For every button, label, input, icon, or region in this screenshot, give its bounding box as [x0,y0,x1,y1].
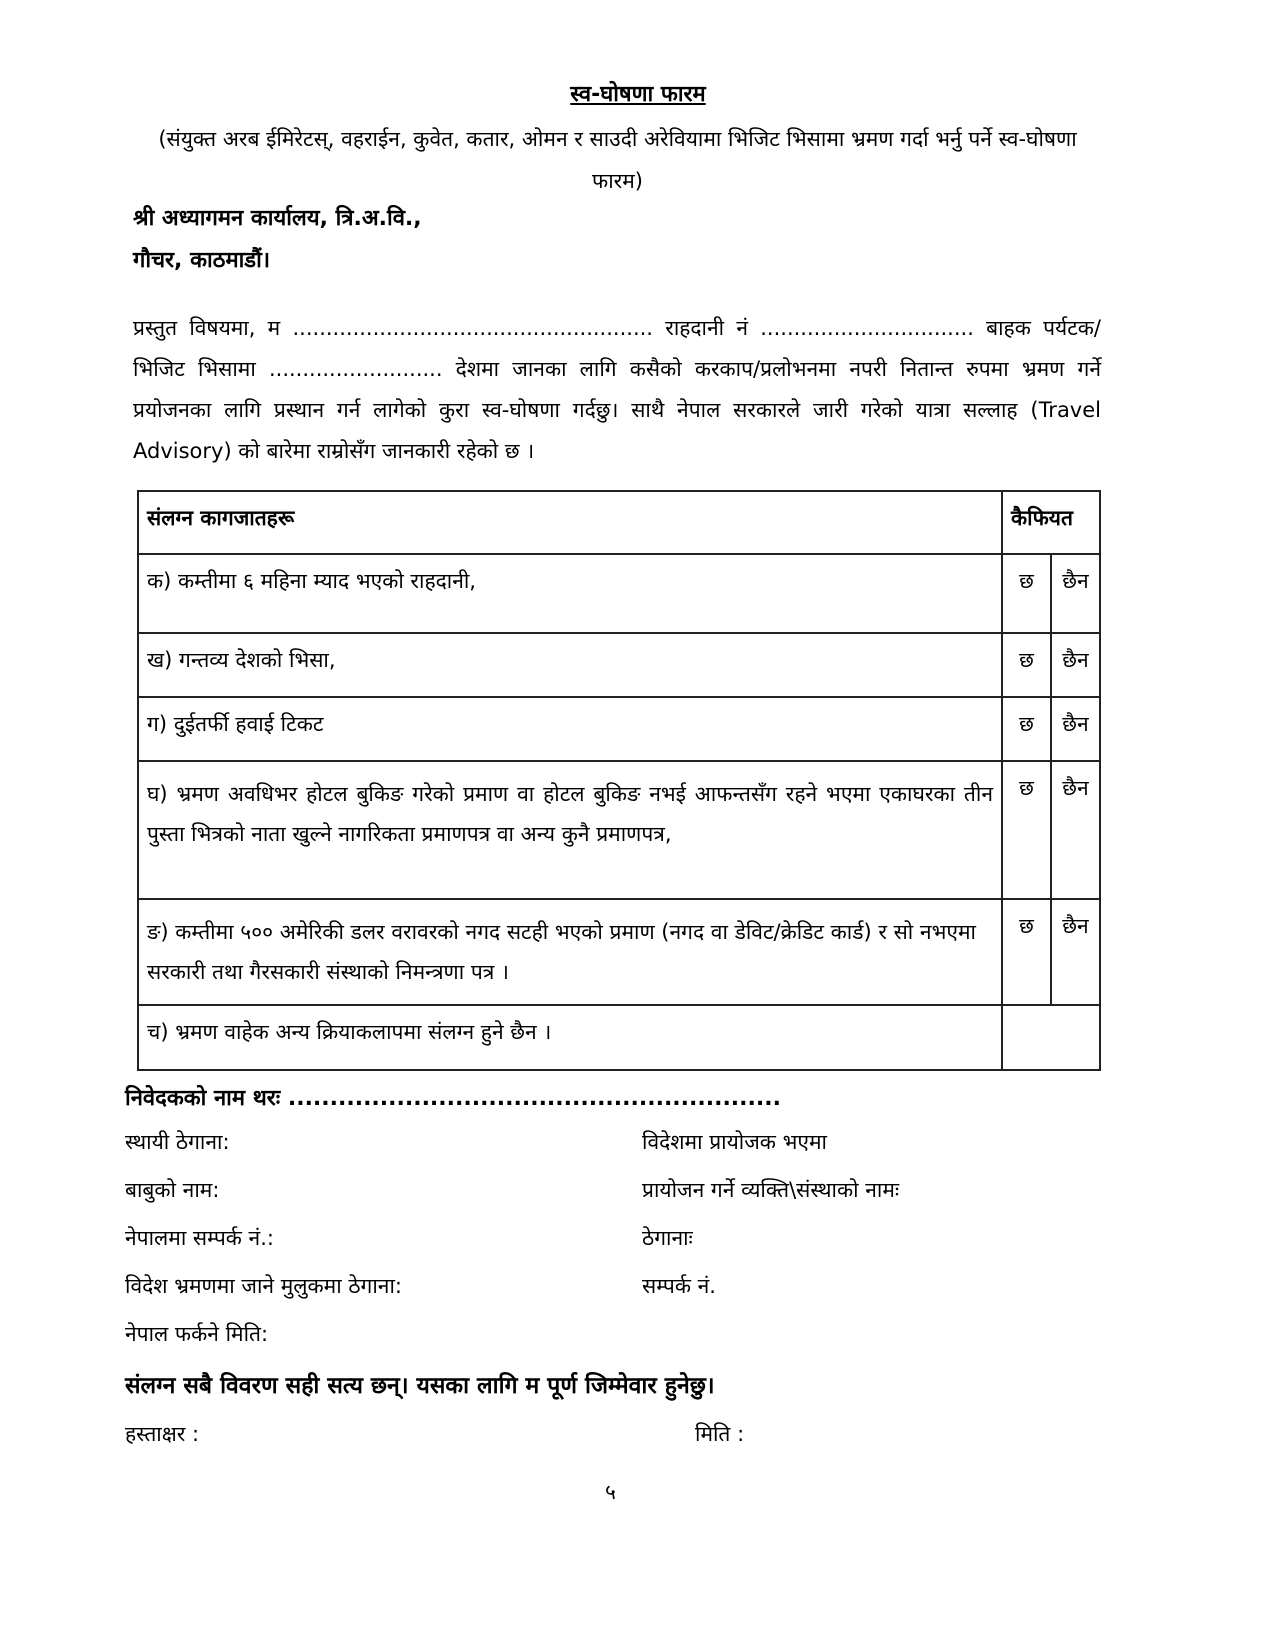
row-text: च) भ्रमण वाहेक अन्य क्रियाकलापमा संलग्न हुने छैन । [138,1005,1002,1070]
nepal-contact-field[interactable]: नेपालमा सम्पर्क नं.: [125,1226,274,1250]
no-option[interactable]: छैन [1051,899,1100,1005]
addressee-line-2: गौचर, काठमाडौं। [133,248,271,273]
row-text: ग) दुईतर्फी हवाई टिकट [138,697,1002,761]
sponsor-contact-field[interactable]: सम्पर्क नं. [642,1274,716,1298]
sponsor-heading: विदेशमा प्रायोजक भएमा [642,1130,827,1154]
foreign-address-field[interactable]: विदेश भ्रमणमा जाने मुलुकमा ठेगाना: [125,1274,402,1298]
return-date-field[interactable]: नेपाल फर्कने मिति: [125,1322,269,1346]
row-text: क) कम्तीमा ६ महिना म्याद भएको राहदानी, [138,554,1002,633]
table-row [138,899,1100,1005]
header-documents: संलग्न कागजातहरू [138,491,1002,554]
form-subtitle: (संयुक्त अरब ईमिरेटस्, वहराईन, कुवेत, कतार, ओमन र साउदी अरेवियामा भिजिट भिसामा भ्रमण गर्दा भर्नु पर्ने स्व-घोषणा फारम) [158,127,1077,193]
row-text: ख) गन्तव्य देशको भिसा, [138,633,1002,697]
empty-remarks-cell [1002,1005,1100,1070]
page-number: ५ [605,1480,616,1504]
yes-option[interactable]: छ [1002,697,1051,761]
form-title: स्व-घोषणा फारम [570,82,706,107]
declaration-paragraph: प्रस्तुत विषयमा, म ...................................................... राहदानी नं ................................ बाहक पर्यटक/भिजिट भिसामा .......................... देशमा जानका लागि कसैको करकाप/प्रलोभनमा नपरी नितान्त रुपमा भ्रमण गर्ने प्रयोजनका लागि प्रस्थान गर्न लागेको कुरा स्व-घोषणा गर्दछु। साथै नेपाल सरकारले जारी गरेको यात्रा सल्लाह (Travel Advisory) को बारेमा राम्रोसँग जानकारी रहेको छ । [133,316,1101,463]
table-row [138,761,1100,899]
header-remarks: कैफियत [1002,491,1100,554]
table-row [138,697,1100,761]
no-option[interactable]: छैन [1051,697,1100,761]
sponsor-address-field[interactable]: ठेगानाः [642,1226,693,1250]
table-row [138,1005,1100,1070]
table-row [138,554,1100,633]
permanent-address-field[interactable]: स्थायी ठेगाना: [125,1130,230,1154]
applicant-name-field[interactable]: निवेदकको नाम थरः ........................................................... [125,1086,781,1111]
yes-option[interactable]: छ [1002,899,1051,1005]
yes-option[interactable]: छ [1002,554,1051,633]
signature-field[interactable]: हस्ताक्षर : [125,1422,200,1446]
addressee-line-1: श्री अध्यागमन कार्यालय, त्रि.अ.वि., [133,206,422,231]
father-name-field[interactable]: बाबुको नाम: [125,1178,220,1202]
final-declaration: संलग्न सबै विवरण सही सत्य छन्। यसका लागि म पूर्ण जिम्मेवार हुनेछु। [125,1373,715,1399]
row-text: ङ) कम्तीमा ५०० अमेरिकी डलर वरावरको नगद सटही भएको प्रमाण (नगद वा डेविट/क्रेडिट कार्ड) र सो नभएमा सरकारी तथा गैरसकारी संस्थाको निमन्त्रणा पत्र । [138,899,1002,1005]
date-field[interactable]: मिति : [695,1422,745,1446]
sponsor-name-field[interactable]: प्रायोजन गर्ने व्यक्ति\संस्थाको नामः [642,1178,900,1202]
yes-option[interactable]: छ [1002,633,1051,697]
no-option[interactable]: छैन [1051,761,1100,899]
no-option[interactable]: छैन [1051,633,1100,697]
documents-table [137,490,1101,1071]
yes-option[interactable]: छ [1002,761,1051,899]
row-text: घ) भ्रमण अवधिभर होटल बुकिङ गरेको प्रमाण वा होटल बुकिङ नभई आफन्तसँग रहने भएमा एकाघरका तीन पुस्ता भित्रको नाता खुल्ने नागरिकता प्रमाणपत्र वा अन्य कुनै प्रमाणपत्र, [138,761,1002,899]
no-option[interactable]: छैन [1051,554,1100,633]
table-row [138,633,1100,697]
